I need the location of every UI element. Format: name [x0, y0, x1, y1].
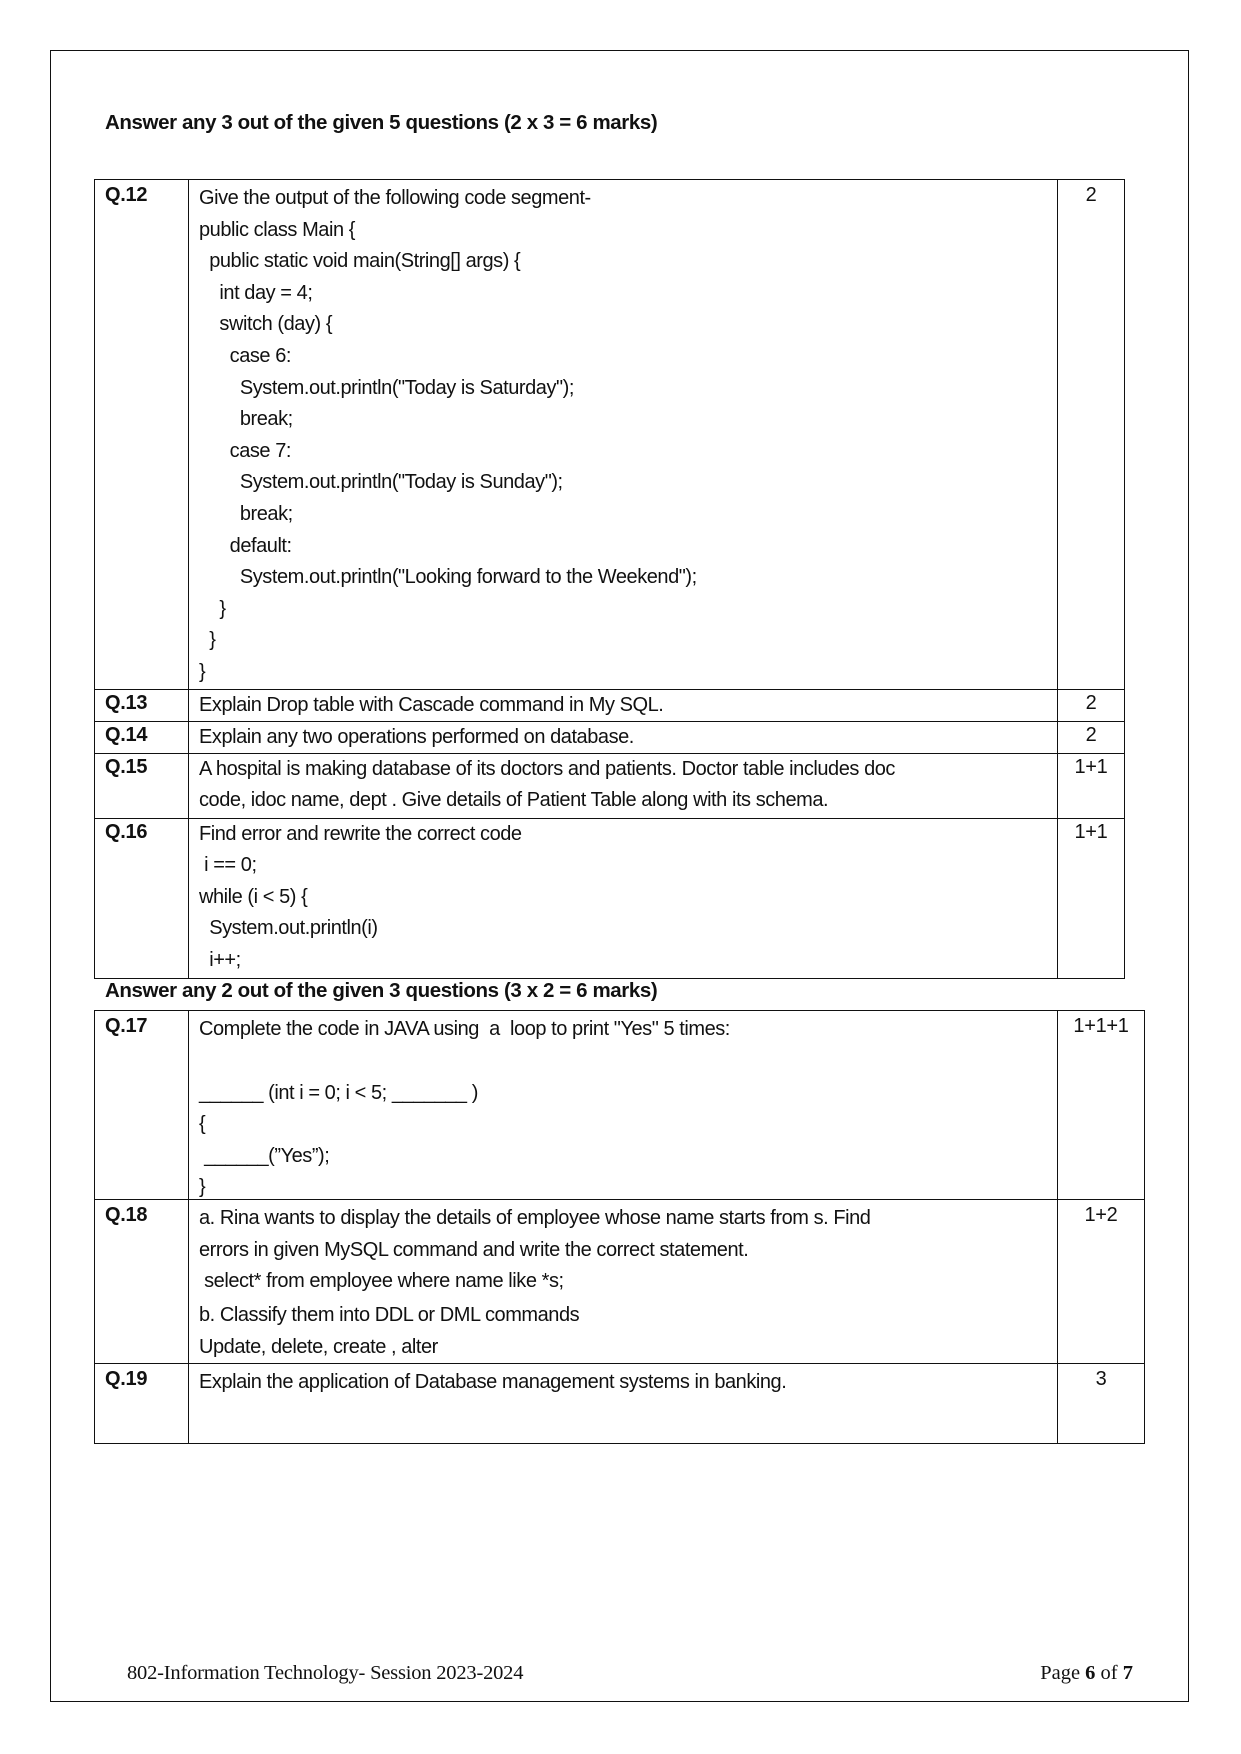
code-line: System.out.println("Today is Sunday"); [199, 471, 563, 494]
code-line: case 6: [199, 344, 291, 367]
code-line: ______(”Yes”); [199, 1144, 330, 1167]
question-line: Explain any two operations performed on database. [199, 725, 634, 748]
question-line: A hospital is making database of its doctors and patients. Doctor table includes doc [199, 757, 895, 780]
question-row-q14 [95, 721, 1125, 753]
question-marks: 1+1 [1058, 818, 1125, 978]
question-number: Q.19 [95, 1364, 189, 1444]
question-row-q13 [95, 689, 1125, 721]
question-text [189, 689, 1058, 721]
question-marks: 1+2 [1058, 1200, 1145, 1364]
question-row-q18 [95, 1200, 1145, 1364]
footer-page-number [1040, 1662, 1133, 1685]
question-line: Give the output of the following code segment- [199, 187, 591, 209]
code-line: int day = 4; [199, 281, 313, 304]
question-marks: 2 [1058, 721, 1125, 753]
code-line: while (i < 5) { [199, 885, 308, 908]
code-line: } [199, 1176, 206, 1199]
question-line: Explain the application of Database management systems in banking. [199, 1371, 787, 1393]
question-line: Find error and rewrite the correct code [199, 822, 522, 845]
code-line: System.out.println("Today is Saturday"); [199, 376, 574, 399]
question-text [189, 1364, 1058, 1444]
question-line: Complete the code in JAVA using a loop to print "Yes" 5 times: [199, 1018, 730, 1040]
question-number: Q.18 [95, 1200, 189, 1364]
code-line: i == 0; [199, 854, 257, 877]
question-row-q15 [95, 753, 1125, 818]
code-line: } [199, 597, 226, 620]
question-text [189, 818, 1058, 978]
code-line: ______ (int i = 0; i < 5; _______ ) [199, 1081, 478, 1104]
question-number: Q.14 [95, 721, 189, 753]
question-number: Q.15 [95, 753, 189, 818]
code-line: System.out.println(i) [199, 917, 378, 940]
questions-table-1 [94, 179, 1125, 979]
code-line: break; [199, 502, 293, 525]
page-current: 6 [1085, 1662, 1096, 1684]
question-text [189, 753, 1058, 818]
code-line: { [199, 1113, 206, 1136]
question-line: code, idoc name, dept . Give details of Patient Table along with its schema. [199, 788, 829, 811]
question-text [189, 721, 1058, 753]
code-line: public static void main(String[] args) { [199, 250, 521, 273]
code-line: System.out.println("Looking forward to the Weekend"); [199, 566, 697, 589]
question-number: Q.16 [95, 818, 189, 978]
code-line: i++; [199, 948, 241, 971]
question-line: Update, delete, create , alter [199, 1335, 438, 1358]
question-line: a. Rina wants to display the details of employee whose name starts from s. Find [199, 1207, 871, 1229]
code-line: } [199, 629, 216, 652]
question-line: b. Classify them into DDL or DML commands [199, 1304, 580, 1327]
section-1-heading: Answer any 3 out of the given 5 questions (2 x 3 = 6 marks) [105, 111, 658, 134]
blank-line [199, 1046, 1057, 1078]
question-row-q12 [95, 180, 1125, 690]
code-line: } [199, 660, 206, 683]
code-line: break; [199, 408, 293, 431]
question-text [189, 1200, 1058, 1364]
code-line: public class Main { [199, 218, 355, 241]
footer-course-session: 802-Information Technology- Session 2023-2024 [127, 1662, 524, 1684]
code-line: switch (day) { [199, 313, 333, 336]
code-line: default: [199, 534, 292, 557]
page-total: 7 [1122, 1662, 1133, 1684]
question-marks: 2 [1058, 180, 1125, 690]
code-line: select* from employee where name like *s; [199, 1270, 564, 1293]
question-number: Q.13 [95, 689, 189, 721]
question-number: Q.12 [95, 180, 189, 690]
question-row-q16 [95, 818, 1125, 978]
question-text [189, 180, 1058, 690]
question-row-q17 [95, 1011, 1145, 1200]
question-text [189, 1011, 1058, 1200]
questions-table-2 [94, 1010, 1145, 1444]
question-row-q19 [95, 1364, 1145, 1444]
question-marks: 1+1+1 [1058, 1011, 1145, 1200]
question-marks: 1+1 [1058, 753, 1125, 818]
page-prefix: Page [1040, 1662, 1086, 1684]
section-2-heading: Answer any 2 out of the given 3 questions (3 x 2 = 6 marks) [105, 979, 658, 1002]
question-marks: 2 [1058, 689, 1125, 721]
code-line: case 7: [199, 439, 291, 462]
question-line: Explain Drop table with Cascade command in My SQL. [199, 693, 664, 716]
question-number: Q.17 [95, 1011, 189, 1200]
question-line: errors in given MySQL command and write the correct statement. [199, 1238, 749, 1261]
page-mid: of [1095, 1662, 1123, 1684]
question-marks: 3 [1058, 1364, 1145, 1444]
